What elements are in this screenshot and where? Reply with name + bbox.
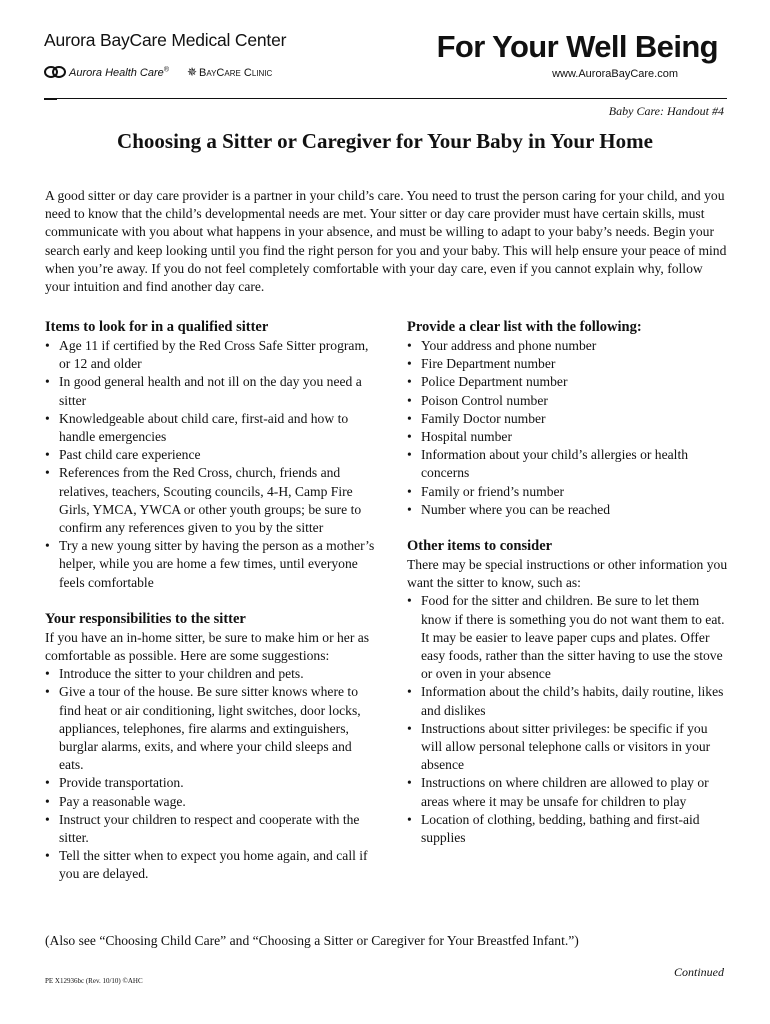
list-item: • Pay a reasonable wage. [45,793,375,811]
list-item: • Introduce the sitter to your children and pets. [45,665,375,683]
baycare-star-icon: ✵ [186,65,198,79]
see-also-note: (Also see “Choosing Child Care” and “Choosing a Sitter or Caregiver for Your Breastfed Infant.”) [45,933,579,948]
list-item: • Fire Department number [407,355,732,373]
list-item: • Food for the sitter and children. Be sure to let them know if there is something you do not want them to eat. It may be easier to leave paper cups and plates. Offer easy foods, rather than the sitter having to use the stove or oven in your absence [407,592,732,683]
qualified-sitter-list [45,337,375,592]
form-code: PE X12936bc (Rev. 10/10) ©AHC [45,977,143,985]
header-brand [44,30,286,79]
handout-label: Baby Care: Handout #4 [608,104,724,118]
other-items-heading: Other items to consider [407,538,553,555]
list-item: • Knowledgeable about child care, first-aid and how to handle emergencies [45,410,375,446]
list-item: • Number where you can be reached [407,501,732,519]
website-url: www.AuroraBayCare.com [552,68,678,80]
list-item: • Try a new young sitter by having the person as a mother’s helper, while you are home a few times, until everyone feels comfortable [45,537,375,592]
list-item: • Location of clothing, bedding, bathing and first-aid supplies [407,811,732,847]
continued-label: Continued [674,965,724,979]
list-item: • Police Department number [407,373,732,391]
tagline: For Your Well Being [436,29,718,64]
list-item: • Information about the child’s habits, daily routine, likes and dislikes [407,683,732,719]
partner-logos [44,65,286,79]
qualified-sitter-heading: Items to look for in a qualified sitter [45,319,269,335]
left-column [45,318,375,884]
list-item: • Family or friend’s number [407,483,732,501]
list-item: • Your address and phone number [407,337,732,355]
page-title: Choosing a Sitter or Caregiver for Your Baby in Your Home [117,129,653,153]
list-item: • Past child care experience [45,446,375,464]
organization-name: Aurora BayCare Medical Center [44,30,287,50]
list-item: • Information about your child’s allergies or health concerns [407,446,732,482]
list-item: • Tell the sitter when to expect you home again, and call if you are delayed. [45,847,375,883]
aurora-logo-icon [44,66,66,78]
aurora-logo: Aurora Health Care® [44,66,169,79]
baycare-logo-text: BayCare Clinic [199,67,273,79]
header-rule [44,98,727,99]
responsibilities-heading: Your responsibilities to the sitter [45,610,246,627]
list-item: • Family Doctor number [407,410,732,428]
clear-list-heading: Provide a clear list with the following: [407,319,642,335]
list-item: • Instruct your children to respect and cooperate with the sitter. [45,811,375,847]
list-item: • Hospital number [407,428,732,446]
responsibilities-list [45,665,375,883]
list-item: • Instructions on where children are allowed to play or areas where it may be unsafe for children to play [407,774,732,810]
list-item: • Poison Control number [407,392,732,410]
list-item: • Age 11 if certified by the Red Cross Safe Sitter program, or 12 and older [45,337,375,373]
clear-list [407,337,732,519]
other-items-list [407,592,732,847]
intro-paragraph: A good sitter or day care provider is a partner in your child’s care. You need to trust the person caring for your child, and you need to know that the child’s developmental needs are met. Your sitter or day care provider must have certain skills, must communicate with you about what happens in your absence, and must be willing to adapt to your baby’s needs. Begin your search early and keep looking until you find the right person for you and your baby. This will help ensure your peace of mind when you’re away. If you do not feel completely comfortable with your day care, even if you cannot explain why, follow your intuition and find another day care. [45,188,727,295]
list-item: • In good general health and not ill on the day you need a sitter [45,373,375,409]
list-item: • References from the Red Cross, church, friends and relatives, teachers, Scouting councils, 4-H, Camp Fire Girls, YMCA, YWCA or other youth groups; be sure to confirm any references given to you by the sitter [45,464,375,537]
list-item: • Provide transportation. [45,774,375,792]
right-column [407,318,732,847]
responsibilities-intro: If you have an in-home sitter, be sure to make him or her as comfortable as possible. Here are some suggestions: [45,629,370,664]
other-items-intro: There may be special instructions or other information you want the sitter to know, such as: [407,557,728,591]
list-item: • Instructions about sitter privileges: be specific if you will allow personal telephone calls or visitors in your absence [407,720,732,775]
baycare-logo [187,65,272,79]
aurora-logo-text: Aurora Health Care [69,66,164,79]
list-item: • Give a tour of the house. Be sure sitter knows where to find heat or air conditioning, light switches, door locks, appliances, telephones, fire alarms and extinguishers, burglar alarms, exits, and where your child sleeps and eats. [45,683,375,774]
header-tagline-block [437,30,718,80]
